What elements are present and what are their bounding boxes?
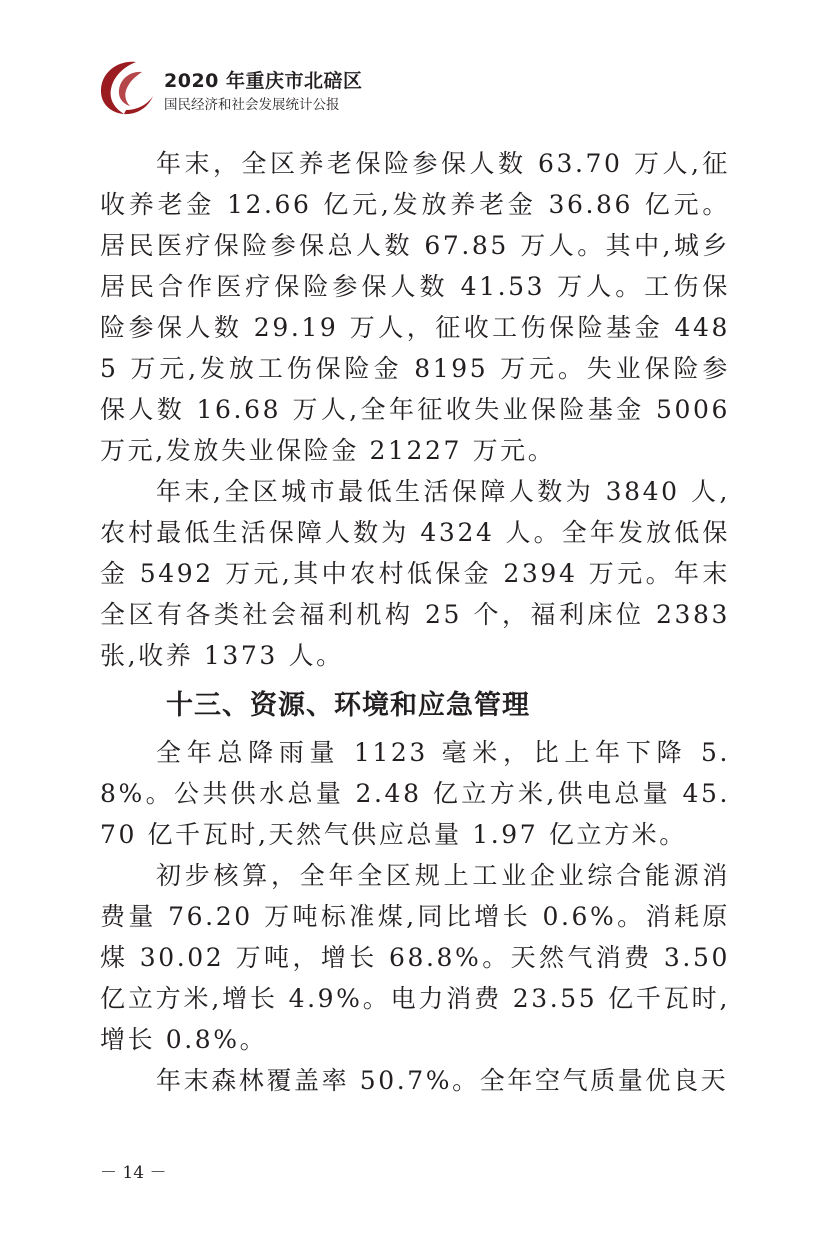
- page-number: － 14 －: [100, 1163, 167, 1183]
- paragraph-rainfall-utilities: 全年总降雨量 1123 毫米，比上年下降 5.8%。公共供水总量 2.48 亿立方米,供电总量 45.70 亿千瓦时,天然气供应总量 1.97 亿立方米。: [100, 738, 730, 849]
- page-header: [96, 58, 516, 118]
- paragraph-social-welfare: 年末,全区城市最低生活保障人数为 3840 人,农村最低生活保障人数为 4324 人。全年发放低保金 5492 万元,其中农村低保金 2394 万元。年末全区有各类社会福利机构 25 个，福利床位 2383 张,收养 1373 人。: [100, 477, 730, 670]
- page-body: [100, 143, 730, 1101]
- paragraph-forest-air-quality: 年末森林覆盖率 50.7%。全年空气质量优良天: [156, 1066, 729, 1095]
- report-title: 2020 年重庆市北碚区: [164, 70, 363, 92]
- report-subtitle: 国民经济和社会发展统计公报: [164, 97, 340, 113]
- section-heading: 十三、资源、环境和应急管理: [166, 690, 530, 721]
- stats-bureau-logo-icon: [96, 58, 158, 116]
- paragraph-energy-consumption: 初步核算，全年全区规上工业企业综合能源消费量 76.20 万吨标准煤,同比增长 0.6%。消耗原煤 30.02 万吨，增长 68.8%。天然气消费 3.50 亿立方米,增长 4.9%。电力消费 23.55 亿千瓦时,增长 0.8%。: [100, 861, 730, 1054]
- paragraph-social-insurance: 年末，全区养老保险参保人数 63.70 万人,征收养老金 12.66 亿元,发放养老金 36.86 亿元。居民医疗保险参保总人数 67.85 万人。其中,城乡居民合作医疗保险参保人数 41.53 万人。工伤保险参保人数 29.19 万人，征收工伤保险基金 4485 万元,发放工伤保险金 8195 万元。失业保险参保人数 16.68 万人,全年征收失业保险基金 5006 万元,发放失业保险金 21227 万元。: [100, 149, 730, 465]
